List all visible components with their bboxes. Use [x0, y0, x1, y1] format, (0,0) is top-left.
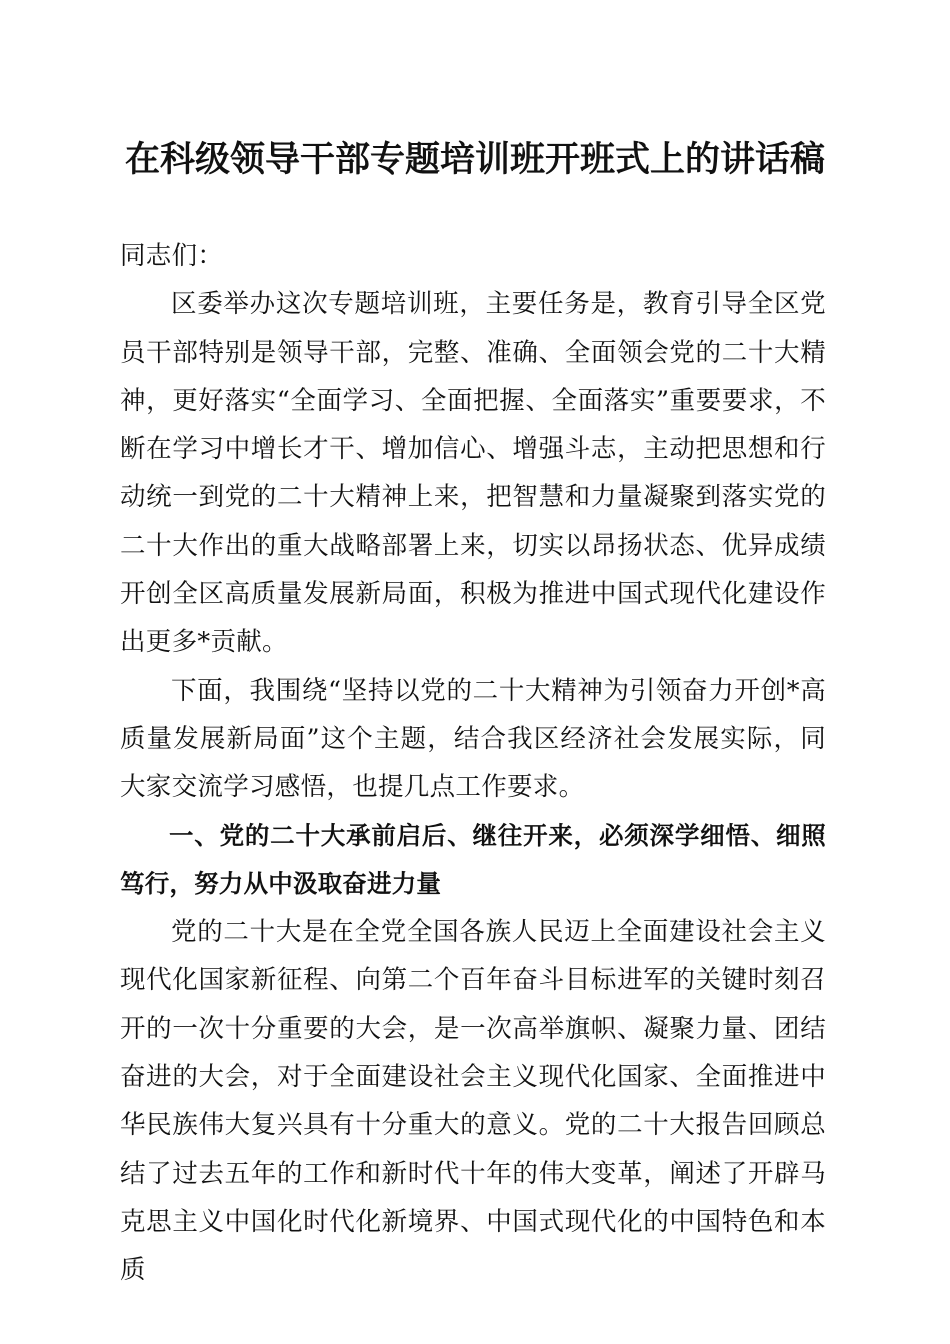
- section-heading: 一、党的二十大承前启后、继往开来，必须深学细悟、细照笃行，努力从中汲取奋进力量: [120, 820, 826, 898]
- paragraph-1: 区委举办这次专题培训班，主要任务是，教育引导全区党员干部特别是领导干部，完整、准确、全面领会党的二十大精神，更好落实“全面学习、全面把握、全面落实”重要要求，不断在学习中增长才干、增加信心、增强斗志，主动把思想和行动统一到党的二十大精神上来，把智慧和力量凝聚到落实党的二十大作出的重大战略部署上来，切实以昂扬状态、优异成绩开创全区高质量发展新局面，积极为推进中国式现代化建设作出更多*贡献。: [120, 289, 826, 658]
- document-body: [120, 232, 826, 1295]
- salutation: 同志们：: [120, 241, 224, 271]
- paragraph-2: 下面，我围绕“坚持以党的二十大精神为引领奋力开创*高质量发展新局面”这个主题，结合我区经济社会发展实际，同大家交流学习感悟，也提几点工作要求。: [120, 675, 826, 803]
- section-paragraph: 党的二十大是在全党全国各族人民迈上全面建设社会主义现代化国家新征程、向第二个百年奋斗目标进军的关键时刻召开的一次十分重要的大会，是一次高举旗帜、凝聚力量、团结奋进的大会，对于全面建设社会主义现代化国家、全面推进中华民族伟大复兴具有十分重大的意义。党的二十大报告回顾总结了过去五年的工作和新时代十年的伟大变革，阐述了开辟马克思主义中国化时代化新境界、中国式现代化的中国特色和本质: [120, 917, 826, 1286]
- document-title: 在科级领导干部专题培训班开班式上的讲话稿: [124, 139, 825, 180]
